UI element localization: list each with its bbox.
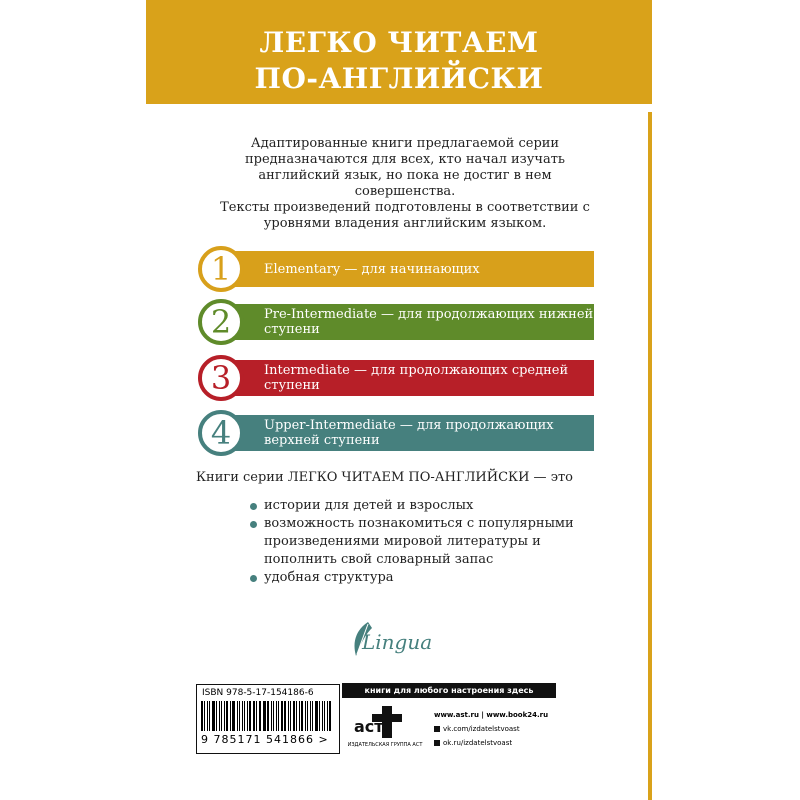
logo-wordmark: Lingua <box>362 630 433 654</box>
ok-icon <box>434 740 440 746</box>
barcode-bar <box>301 701 303 731</box>
list-item-text: возможность познакомиться с популярными произведениями мировой литературы и пополнить свой словарный запас <box>264 516 574 567</box>
level-bar-pre-intermediate <box>234 304 594 340</box>
barcode-bar <box>276 701 278 731</box>
barcode-bar <box>201 701 203 731</box>
barcode-bar <box>216 701 217 731</box>
barcode-bar <box>204 701 205 731</box>
barcode-bar <box>290 701 291 731</box>
barcode-bar <box>315 701 318 731</box>
barcode-bar <box>267 701 269 731</box>
vk-link <box>434 722 548 736</box>
ok-link <box>434 736 548 750</box>
list-item-text: удобная структура <box>264 570 394 585</box>
barcode-bar <box>207 701 208 731</box>
level-number-badge: 3 <box>198 355 244 401</box>
barcode-bar <box>247 701 248 731</box>
publisher-links <box>434 708 548 750</box>
barcode-bar <box>310 701 312 731</box>
barcode-bar <box>226 701 228 731</box>
list-item <box>250 515 610 569</box>
vk-icon <box>434 726 440 732</box>
list-item <box>250 497 610 515</box>
ast-logo-text: аст <box>354 717 384 736</box>
barcode-bar <box>271 701 272 731</box>
barcode-bar <box>221 701 222 731</box>
level-label: Upper-Intermediate — для продолжающих верхней ступени <box>264 418 554 448</box>
barcode-bar <box>296 701 297 731</box>
website-links <box>434 708 548 722</box>
barcode-bar <box>232 701 235 731</box>
barcode-bar <box>312 701 313 731</box>
barcode-bar <box>260 701 261 731</box>
barcode-bar <box>307 701 308 731</box>
lingua-logo <box>348 620 468 660</box>
barcode-bar <box>305 701 306 731</box>
publisher-slogan: книги для любого настроения здесь <box>342 683 556 698</box>
barcode-bar <box>288 701 289 731</box>
barcode-bar <box>237 701 238 731</box>
barcode-bar <box>212 701 215 731</box>
barcode-bar <box>281 701 283 731</box>
level-number-badge: 4 <box>198 410 244 456</box>
bullet-dot-icon <box>250 521 257 528</box>
barcode-bar <box>327 701 328 731</box>
website-text: www.ast.ru | www.book24.ru <box>434 711 549 719</box>
barcode-bar <box>249 701 251 731</box>
list-item <box>250 569 610 587</box>
barcode-bar <box>253 701 255 731</box>
barcode-bar <box>263 701 266 731</box>
level-label: Pre-Intermediate — для продолжающих нижней ступени <box>264 307 594 337</box>
barcode-bar <box>209 701 211 731</box>
level-bar-elementary <box>234 251 594 287</box>
barcode-bar <box>293 701 296 731</box>
barcode-digits: 9 785171 541866 > <box>201 733 329 746</box>
barcode-bar <box>273 701 274 731</box>
series-title-line-2: ПО-АНГЛИЙСКИ <box>254 62 544 95</box>
barcode-bar <box>284 701 286 731</box>
level-bar-upper-intermediate <box>234 415 594 451</box>
barcode-bar <box>242 701 244 731</box>
barcode-bar <box>299 701 300 731</box>
barcode-bar <box>219 701 220 731</box>
ast-logo-icon <box>352 702 408 742</box>
barcode-bar <box>256 701 257 731</box>
level-number-badge: 1 <box>198 246 244 292</box>
barcode-bar <box>324 701 326 731</box>
level-number-badge: 2 <box>198 299 244 345</box>
vk-text: vk.com/izdatelstvoast <box>443 725 520 733</box>
bullet-dot-icon <box>250 575 257 582</box>
intro-paragraph: Адаптированные книги предлагаемой серии предназначаются для всех, кто начал изучать английский язык, но пока не достиг в нем совершенства. <box>244 136 565 199</box>
ok-text: ok.ru/izdatelstvoast <box>443 739 513 747</box>
levels-paragraph: Тексты произведений подготовлены в соответствии с уровнями владения английским языком. <box>220 200 590 231</box>
isbn-number: ISBN 978-5-17-154186-6 <box>202 688 314 698</box>
barcode-bars <box>201 701 333 731</box>
barcode-bar <box>224 701 226 731</box>
series-description: Книги серии ЛЕГКО ЧИТАЕМ ПО-АНГЛИЙСКИ — это <box>196 470 573 485</box>
barcode-bar <box>230 701 231 731</box>
level-bar-intermediate <box>234 360 594 396</box>
gold-edge-stripe <box>648 112 652 800</box>
barcode-bar <box>259 701 260 731</box>
series-title-line-1: ЛЕГКО ЧИТАЕМ <box>259 26 539 59</box>
level-label: Elementary — для начинающих <box>264 261 480 277</box>
list-item-text: истории для детей и взрослых <box>264 498 474 513</box>
publisher-name: ИЗДАТЕЛЬСКАЯ ГРУППА АСТ <box>347 742 423 748</box>
barcode-bar <box>239 701 240 731</box>
barcode-bar <box>244 701 245 731</box>
features-list <box>250 497 610 587</box>
barcode-bar <box>319 701 320 731</box>
barcode-bar <box>329 701 331 731</box>
barcode-bar <box>278 701 279 731</box>
level-label: Intermediate — для продолжающих средней ступени <box>264 363 569 393</box>
barcode-bar <box>322 701 323 731</box>
bullet-dot-icon <box>250 503 257 510</box>
